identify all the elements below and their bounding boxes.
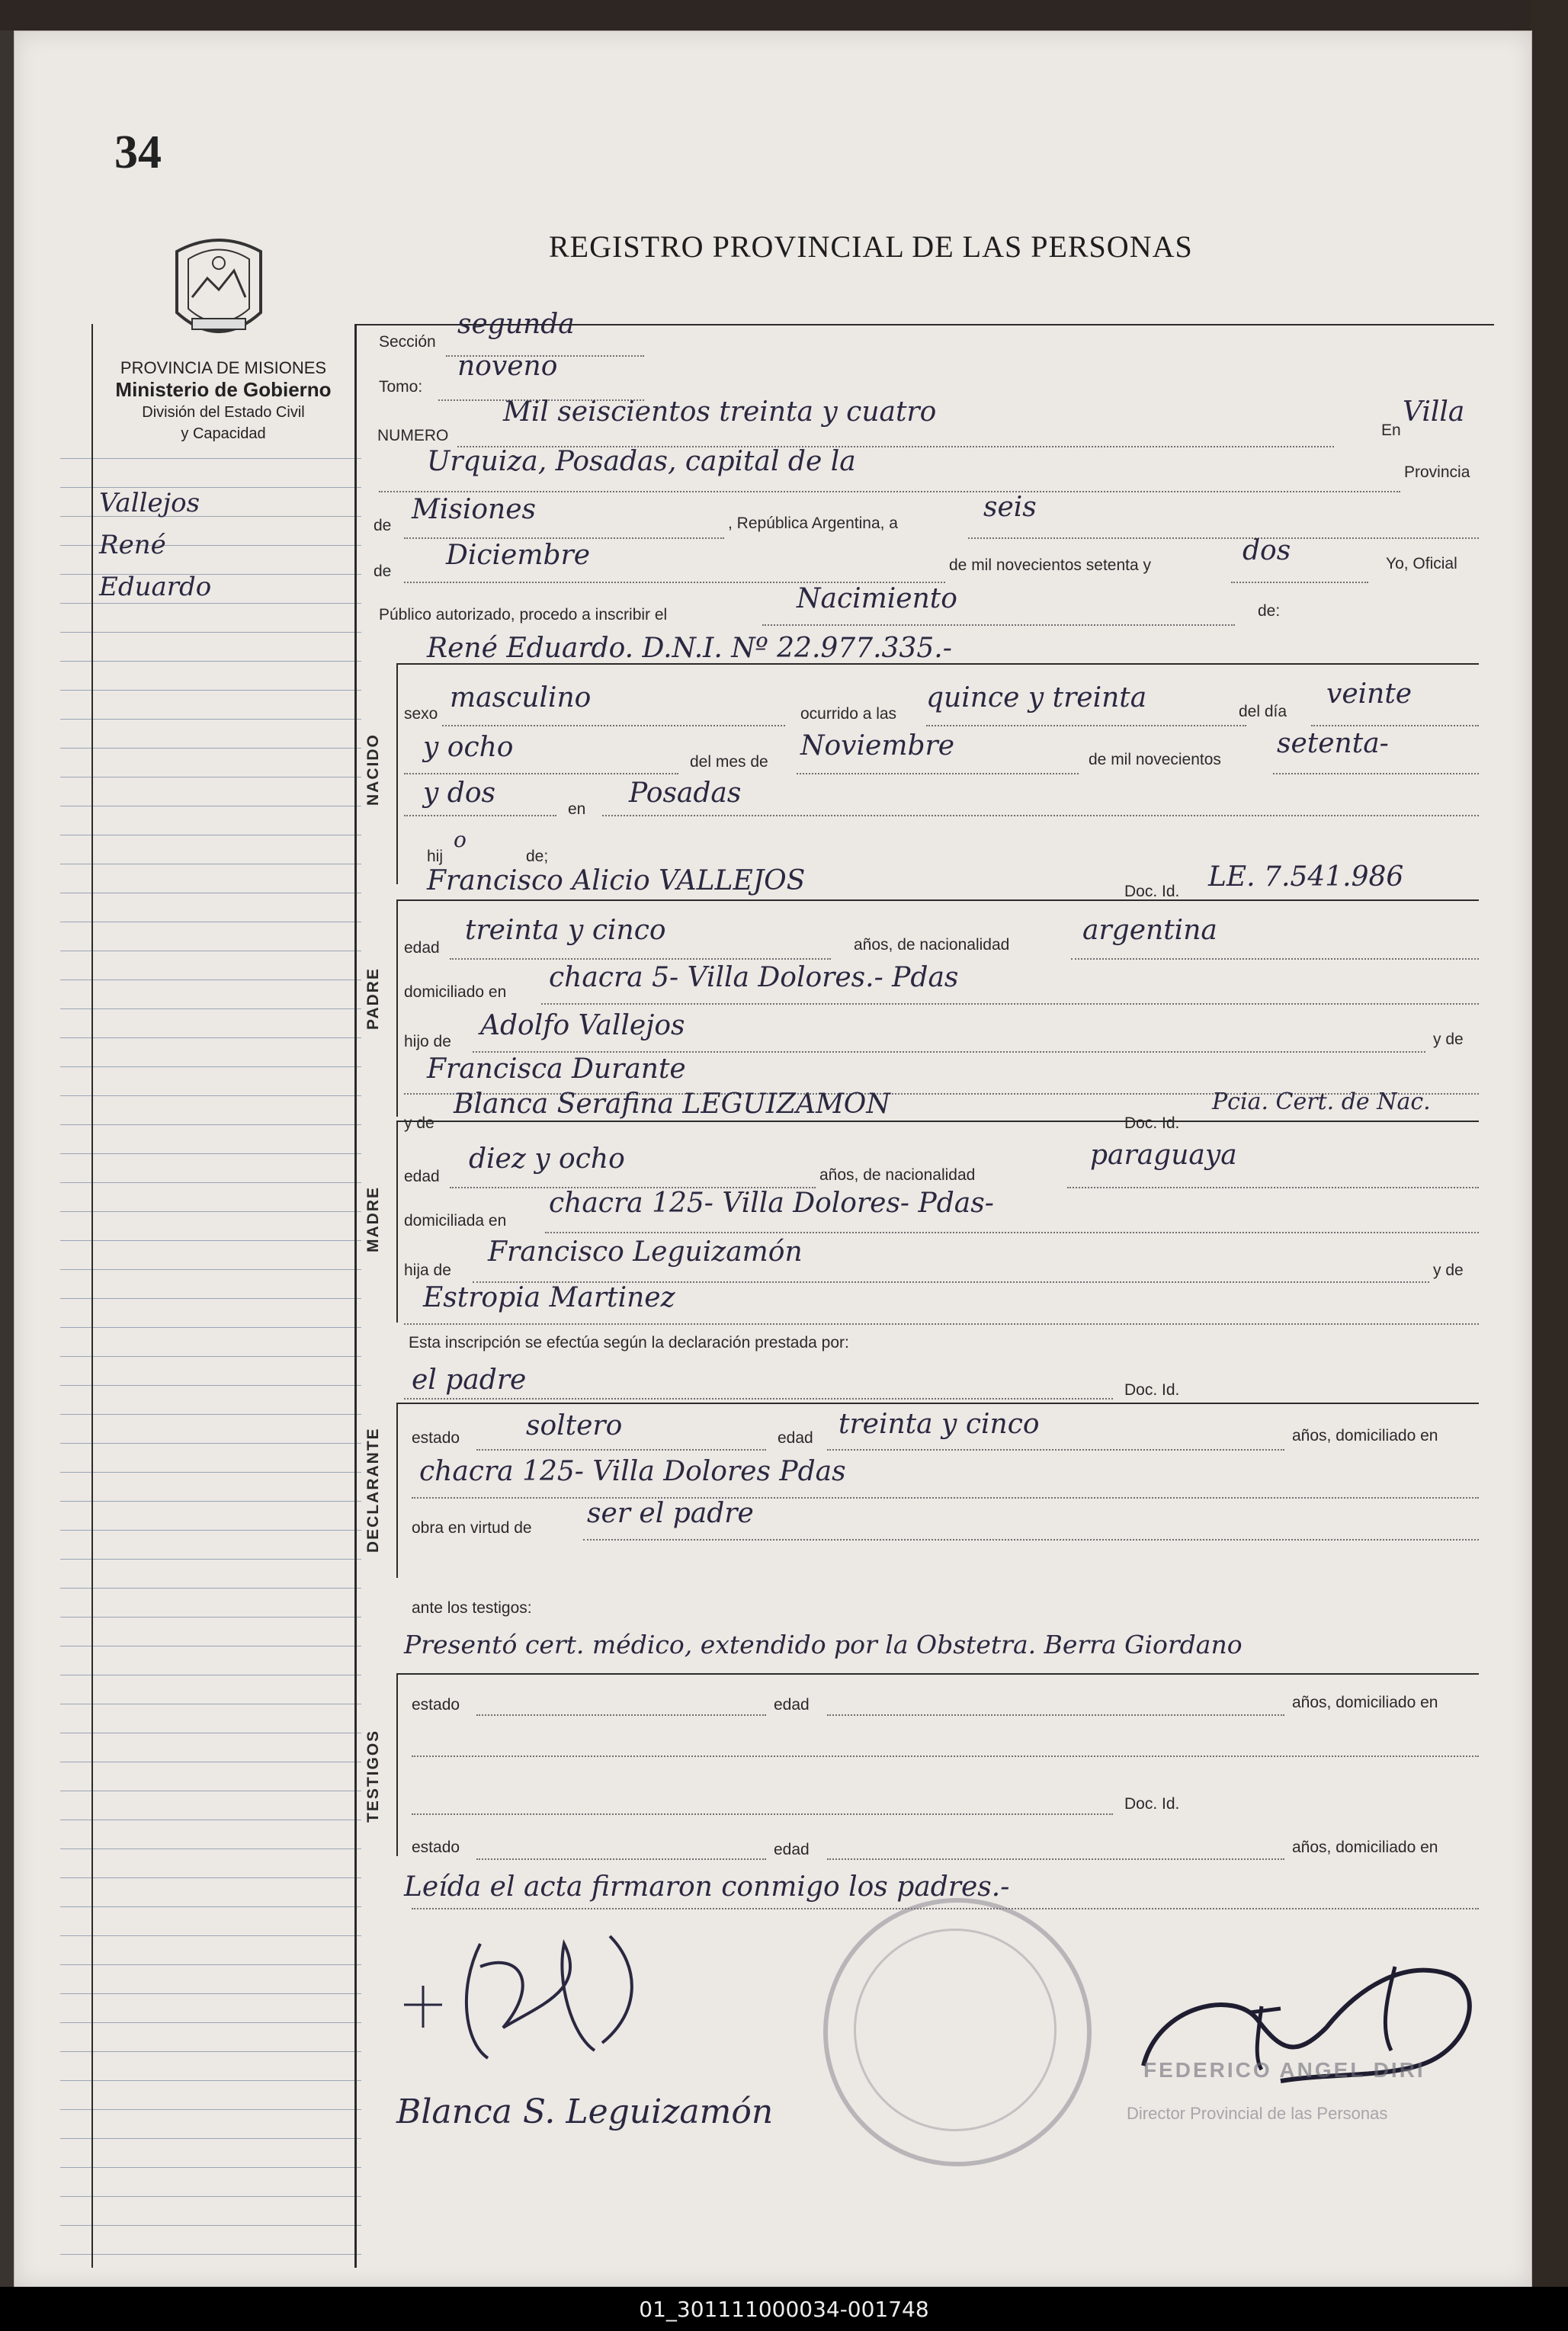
sexo-label: sexo	[404, 705, 438, 723]
hora-value: quince y treinta	[926, 682, 1147, 713]
dia-value: veinte	[1326, 678, 1412, 710]
numero-label: NUMERO	[377, 427, 449, 444]
nacido-bracket	[396, 663, 398, 884]
declarante-obra-label: obra en virtud de	[412, 1519, 532, 1537]
margin-rule-line	[60, 1153, 361, 1154]
dia-line	[1311, 724, 1479, 726]
margin-rule-line	[60, 458, 361, 459]
padre-hijo-line	[473, 1050, 1425, 1053]
margin-second-name: Eduardo	[99, 572, 212, 602]
madre-nacionalidad: paraguaya	[1090, 1140, 1237, 1171]
agency-block	[90, 358, 357, 444]
madre-bracket	[396, 1121, 398, 1323]
testigo1-estado-label: estado	[412, 1696, 460, 1714]
official-title-stamp: Director Provincial de las Personas	[1127, 2104, 1388, 2123]
margin-rule-line	[60, 1877, 361, 1878]
province-value: Misiones	[412, 494, 537, 525]
madre-doc-label: Doc. Id.	[1124, 1114, 1180, 1132]
madre-domicilio-value: chacra 125- Villa Dolores- Pdas-	[549, 1188, 994, 1219]
provincial-seal-icon	[169, 229, 268, 351]
padre-doc-label: Doc. Id.	[1124, 883, 1180, 900]
lugar-line	[602, 814, 1479, 816]
de2-label: de:	[1258, 602, 1281, 620]
anio2-value: y dos	[423, 778, 495, 809]
testigo2-anios-label: años, domiciliado en	[1292, 1839, 1438, 1856]
margin-rule-line	[60, 2196, 361, 2197]
declarante-top	[396, 1403, 1479, 1404]
madre-edad-value: diez y ocho	[469, 1143, 625, 1175]
place-line	[379, 490, 1400, 492]
padre-name: Francisco Alicio VALLEJOS	[427, 865, 806, 896]
margin-rule-line	[60, 661, 361, 662]
padre-nacionalidad: argentina	[1082, 915, 1217, 946]
madre-doc-value: Pcia. Cert. de Nac.	[1212, 1089, 1431, 1115]
margin-rule-line	[60, 1617, 361, 1618]
margin-rule-line	[60, 1501, 361, 1502]
numero-value: Mil seiscientos treinta y cuatro	[503, 396, 937, 428]
anio-value: setenta-	[1277, 728, 1389, 759]
folio-number: 34	[114, 127, 162, 178]
madre-hija-value: Francisco Leguizamón	[488, 1236, 803, 1268]
dia2-value: y ocho	[423, 732, 514, 763]
margin-rule-line	[60, 603, 361, 604]
year-line	[1231, 581, 1368, 583]
declarante-obra-line	[583, 1538, 1479, 1541]
section-testigos: TESTIGOS	[364, 1729, 382, 1823]
padre-domicilio-line	[541, 1002, 1479, 1005]
testigos-intro: ante los testigos:	[412, 1599, 532, 1617]
page-title: REGISTRO PROVINCIAL DE LAS PERSONAS	[549, 229, 1193, 264]
testigos-bracket	[396, 1673, 398, 1856]
day-line	[968, 537, 1479, 539]
testigo1-domicilio-line	[412, 1755, 1479, 1757]
en-value: Villa	[1403, 396, 1465, 428]
testigo1-anios-label: años, domiciliado en	[1292, 1694, 1438, 1711]
margin-rule-line	[60, 2080, 361, 2081]
margin-rule-line	[60, 1935, 361, 1936]
madre-nac-line	[1067, 1186, 1479, 1188]
madre-hija-label: hija de	[404, 1262, 451, 1279]
place-value: Urquiza, Posadas, capital de la	[427, 446, 856, 477]
testigo1-edad-line	[827, 1714, 1284, 1716]
margin-rule-line	[60, 1472, 361, 1473]
declarante-edad-line	[827, 1448, 1284, 1451]
sexo-value: masculino	[450, 682, 592, 713]
anio-line	[1273, 772, 1479, 774]
declarante-estado-label: estado	[412, 1429, 460, 1447]
margin-rule-line	[60, 777, 361, 778]
mes-value: Noviembre	[800, 730, 955, 762]
hijo-de-label: de;	[526, 848, 549, 865]
margin-rule-line	[60, 1182, 361, 1183]
section-declarante: DECLARANTE	[364, 1427, 382, 1553]
testigos-note: Presentó cert. médico, extendido por la Obstetra. Berra Giordano	[404, 1630, 1243, 1659]
testigo2-name-line	[412, 1813, 1113, 1815]
testigos-top	[396, 1673, 1479, 1675]
margin-rule-line	[60, 1356, 361, 1357]
dia2-line	[404, 772, 678, 774]
declarante-domicilio-value: chacra 125- Villa Dolores Pdas	[419, 1456, 846, 1487]
hora-line	[926, 724, 1246, 726]
hijo-suffix: o	[454, 827, 467, 852]
declarante-name-line	[404, 1397, 1113, 1400]
province-line	[404, 537, 724, 539]
hijo-label: hij	[427, 848, 444, 865]
book-binding-top	[0, 0, 1568, 30]
image-caption-bar	[0, 2287, 1568, 2331]
margin-rule-line	[60, 1037, 361, 1038]
margin-given-name: René	[99, 530, 166, 560]
padre-y-de-label: y de	[1433, 1031, 1464, 1048]
padre-domicilio-value: chacra 5- Villa Dolores.- Pdas	[549, 962, 959, 993]
margin-rule-line	[60, 2138, 361, 2139]
madre-domicilio-line	[545, 1231, 1479, 1233]
margin-rule-line	[60, 1385, 361, 1386]
margin-rule-line	[60, 1993, 361, 1994]
lugar-value: Posadas	[629, 778, 742, 809]
margin-rule-line	[60, 1530, 361, 1531]
act-line	[762, 624, 1235, 626]
closing-text: Leída el acta firmaron conmigo los padres.-	[404, 1871, 1010, 1903]
nacido-name: René Eduardo. D.N.I. Nº 22.977.335.-	[427, 633, 952, 664]
official-label: Yo, Oficial	[1386, 555, 1457, 572]
madre-y-de-label: y de	[404, 1114, 434, 1132]
margin-rule-line	[60, 1298, 361, 1299]
madre-edad-label: edad	[404, 1168, 440, 1185]
margin-rule-line	[60, 1124, 361, 1125]
official-stamp-icon	[823, 1898, 1092, 2166]
margin-rule-line	[60, 632, 361, 633]
margin-rule-line	[60, 1066, 361, 1067]
padre-hijo-value: Adolfo Vallejos	[480, 1010, 685, 1041]
margin-rule-line	[60, 1095, 361, 1096]
margin-rule-line	[60, 1964, 361, 1965]
margin-rule-line	[60, 2167, 361, 2168]
declarante-edad-label: edad	[778, 1429, 813, 1447]
de-label: de	[374, 517, 392, 534]
provincia-label: Provincia	[1404, 463, 1470, 481]
margin-rule-line	[60, 719, 361, 720]
padre-bracket	[396, 899, 398, 1117]
official-name-stamp: FEDERICO ANGEL DIRI	[1143, 2058, 1425, 2082]
madre-madre-value: Estropia Martinez	[423, 1282, 675, 1313]
year-value: dos	[1243, 535, 1291, 566]
act-value: Nacimiento	[797, 583, 957, 614]
seccion-label: Sección	[379, 333, 436, 351]
madre-domicilio-label: domiciliada en	[404, 1212, 507, 1230]
agency-division: División del Estado Civil	[142, 404, 305, 421]
declarante-intro: Esta inscripción se efectúa según la declaración prestada por:	[409, 1334, 849, 1351]
padre-edad-label: edad	[404, 939, 440, 957]
agency-ministry: Ministerio de Gobierno	[115, 378, 332, 401]
mother-signature: Blanca S. Leguizamón	[396, 2092, 774, 2131]
margin-rule-line	[60, 1008, 361, 1009]
padre-madre-value: Francisca Durante	[427, 1053, 686, 1085]
republica-label: , República Argentina, a	[728, 515, 898, 532]
testigo1-edad-label: edad	[774, 1696, 810, 1714]
madre-madre-line	[404, 1323, 1479, 1325]
anio2-line	[404, 814, 556, 816]
declarante-name: el padre	[412, 1364, 527, 1396]
tomo-value: noveno	[457, 351, 558, 382]
padre-doc-value: LE. 7.541.986	[1208, 861, 1404, 893]
declarante-estado-line	[476, 1448, 766, 1451]
en-lugar-label: en	[568, 800, 586, 818]
margin-surname: Vallejos	[99, 488, 200, 518]
en-label: En	[1381, 422, 1401, 439]
madre-anios-label: años, de nacionalidad	[819, 1166, 976, 1184]
margin-rule-line	[60, 1327, 361, 1328]
anio-label: de mil novecientos	[1089, 751, 1221, 768]
declarante-anios-label: años, domiciliado en	[1292, 1427, 1438, 1444]
padre-nac-line	[1071, 957, 1479, 960]
margin-rule-line	[60, 2254, 361, 2255]
publico-label: Público autorizado, procedo a inscribir el	[379, 606, 668, 624]
mes-line	[797, 772, 1079, 774]
padre-edad-line	[450, 957, 831, 960]
sexo-line	[442, 724, 785, 726]
testigo2-edad-line	[827, 1858, 1284, 1860]
madre-top	[396, 1121, 1479, 1122]
day-value: seis	[983, 492, 1037, 523]
declarante-edad-value: treinta y cinco	[839, 1409, 1040, 1440]
declarante-domicilio-line	[412, 1496, 1479, 1499]
margin-rule-line	[60, 1559, 361, 1560]
month-value: Diciembre	[446, 540, 591, 571]
margin-rule-line	[60, 1211, 361, 1212]
margin-rule-line	[60, 1848, 361, 1849]
father-signature-icon	[389, 1921, 663, 2073]
agency-province: PROVINCIA DE MISIONES	[120, 358, 327, 377]
margin-rule-line	[60, 1414, 361, 1415]
section-padre: PADRE	[364, 967, 382, 1030]
padre-hijo-label: hijo de	[404, 1033, 451, 1050]
margin-rule-line	[60, 690, 361, 691]
padre-top	[396, 899, 1479, 901]
testigo2-estado-line	[476, 1858, 766, 1860]
mes-label: del mes de	[690, 753, 768, 771]
padre-domicilio-label: domiciliado en	[404, 983, 507, 1001]
padre-edad-value: treinta y cinco	[465, 915, 666, 946]
section-madre: MADRE	[364, 1186, 382, 1253]
declarante-bracket	[396, 1403, 398, 1578]
declarante-estado-value: soltero	[526, 1410, 623, 1441]
margin-rule-line	[60, 2109, 361, 2110]
testigo1-estado-line	[476, 1714, 766, 1716]
margin-rule-line	[60, 1906, 361, 1907]
margin-left-border	[91, 324, 93, 2268]
dia-label: del día	[1239, 703, 1287, 720]
margin-rule-line	[60, 1588, 361, 1589]
margin-rule-line	[60, 2022, 361, 2023]
madre-y-de2-label: y de	[1433, 1262, 1464, 1279]
margin-divider	[354, 324, 357, 2268]
seccion-value: segunda	[457, 309, 575, 340]
de-month-label: de	[374, 563, 392, 580]
ocurrido-label: ocurrido a las	[800, 705, 897, 723]
year-label: de mil novecientos setenta y	[949, 556, 1151, 574]
section-nacido: NACIDO	[364, 733, 382, 806]
testigo2-edad-label: edad	[774, 1841, 810, 1858]
margin-rule-line	[60, 748, 361, 749]
declarante-obra-value: ser el padre	[587, 1498, 754, 1529]
tomo-label: Tomo:	[379, 378, 423, 396]
madre-name: Blanca Serafina LEGUIZAMON	[454, 1089, 890, 1120]
padre-anios-label: años, de nacionalidad	[854, 936, 1010, 954]
image-caption: 01_301111000034-001748	[639, 2297, 929, 2322]
margin-rule-line	[60, 2051, 361, 2052]
testigo2-doc-label: Doc. Id.	[1124, 1795, 1180, 1813]
agency-capacity: y Capacidad	[181, 425, 266, 442]
declarante-doc-label: Doc. Id.	[1124, 1381, 1180, 1399]
margin-rule-line	[60, 1443, 361, 1444]
margin-rule-line	[60, 2225, 361, 2226]
margin-rule-line	[60, 1269, 361, 1270]
margin-rule-line	[60, 1240, 361, 1241]
book-binding-right	[1531, 0, 1568, 2331]
testigo2-estado-label: estado	[412, 1839, 460, 1856]
